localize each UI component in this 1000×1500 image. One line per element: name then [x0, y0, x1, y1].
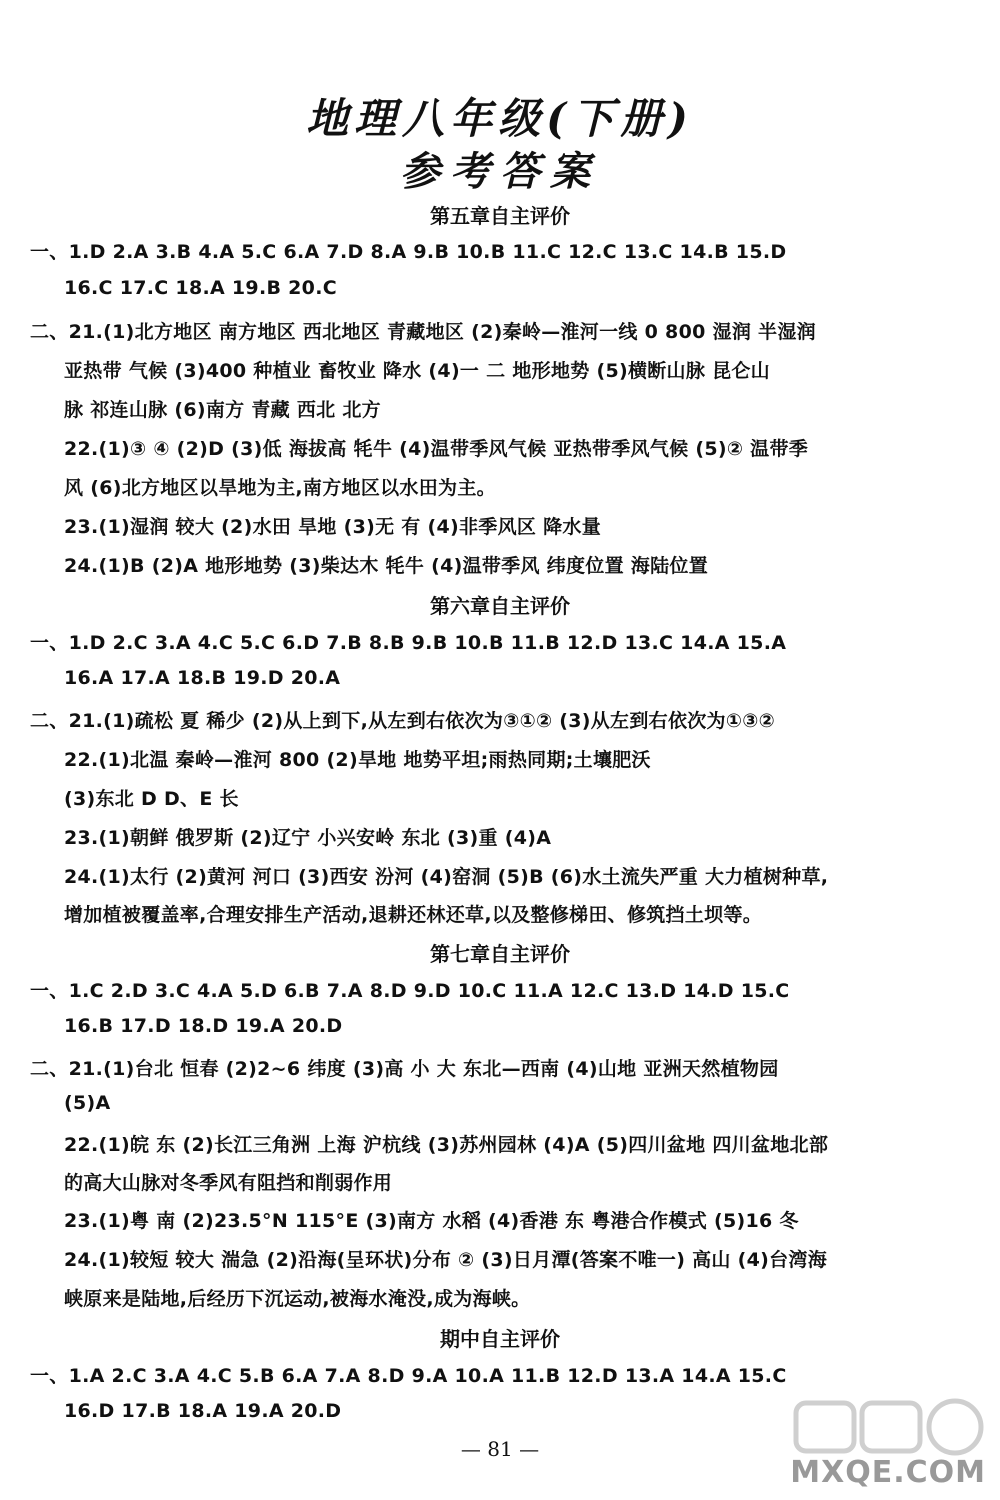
answer-line: 24.(1)B (2)A 地形地势 (3)柴达木 牦牛 (4)温带季风 纬度位置 海陆位置 [64, 555, 708, 577]
page-title: 地理八年级(下册) [306, 94, 694, 143]
answer-line: 23.(1)朝鲜 俄罗斯 (2)辽宁 小兴安岭 东北 (3)重 (4)A [64, 827, 552, 849]
answer-line: 脉 祁连山脉 (6)南方 青藏 西北 北方 [64, 399, 381, 421]
answer-line: 16.C 17.C 18.A 19.B 20.C [64, 277, 337, 299]
answer-line: 22.(1)北温 秦岭—淮河 800 (2)旱地 地势平坦;雨热同期;土壤肥沃 [64, 749, 651, 771]
answer-line: 16.D 17.B 18.A 19.A 20.D [64, 1400, 342, 1422]
watermark-text: MXQE.COM [790, 1455, 986, 1490]
answer-line: 23.(1)粤 南 (2)23.5°N 115°E (3)南方 水稻 (4)香港 东 粤港合作模式 (5)16 冬 [64, 1210, 799, 1232]
answer-line: (5)A [64, 1092, 111, 1114]
answer-line: 亚热带 气候 (3)400 种植业 畜牧业 降水 (4)一 二 地形地势 (5)横断山脉 昆仑山 [64, 360, 770, 382]
answer-line: 22.(1)③ ④ (2)D (3)低 海拔高 牦牛 (4)温带季风气候 亚热带季风气候 (5)② 温带季 [64, 438, 809, 460]
answer-line: (3)东北 D D、E 长 [64, 788, 239, 810]
section-heading-chapter-7: 第七章自主评价 [430, 942, 570, 966]
answer-line: 的高大山脉对冬季风有阻挡和削弱作用 [64, 1172, 393, 1194]
answer-line: 16.B 17.D 18.D 19.A 20.D [64, 1015, 343, 1037]
answer-line: 一、1.D 2.C 3.A 4.C 5.C 6.D 7.B 8.B 9.B 10.B 11.B 12.D 13.C 14.A 15.A [30, 632, 787, 654]
answer-line: 二、21.(1)台北 恒春 (2)2~6 纬度 (3)高 小 大 东北—西南 (4)山地 亚洲天然植物园 [30, 1058, 779, 1080]
answer-line: 一、1.C 2.D 3.C 4.A 5.D 6.B 7.A 8.D 9.D 10.C 11.A 12.C 13.D 14.D 15.C [30, 980, 790, 1002]
answer-line: 24.(1)较短 较大 湍急 (2)沿海(呈环状)分布 ② (3)日月潭(答案不唯一) 高山 (4)台湾海 [64, 1249, 828, 1271]
answer-line: 23.(1)湿润 较大 (2)水田 旱地 (3)无 有 (4)非季风区 降水量 [64, 516, 602, 538]
answer-line: 一、1.A 2.C 3.A 4.C 5.B 6.A 7.A 8.D 9.A 10.A 11.B 12.D 13.A 14.A 15.C [30, 1365, 787, 1387]
section-heading-midterm: 期中自主评价 [440, 1327, 560, 1351]
section-heading-chapter-6: 第六章自主评价 [430, 594, 570, 618]
answer-line: 24.(1)太行 (2)黄河 河口 (3)西安 汾河 (4)窑洞 (5)B (6)水土流失严重 大力植树种草, [64, 866, 829, 888]
answer-line: 二、21.(1)北方地区 南方地区 西北地区 青藏地区 (2)秦岭—淮河一线 0 800 湿润 半湿润 [30, 321, 816, 343]
answer-line: 16.A 17.A 18.B 19.D 20.A [64, 667, 341, 689]
answer-line: 风 (6)北方地区以旱地为主,南方地区以水田为主。 [64, 477, 496, 499]
answer-line: 峡原来是陆地,后经历下沉运动,被海水淹没,成为海峡。 [64, 1288, 531, 1310]
section-heading-chapter-5: 第五章自主评价 [430, 204, 570, 228]
page-number: — 81 — [460, 1437, 540, 1461]
answer-line: 22.(1)皖 东 (2)长江三角洲 上海 沪杭线 (3)苏州园林 (4)A (5)四川盆地 四川盆地北部 [64, 1134, 829, 1156]
answer-line: 一、1.D 2.A 3.B 4.A 5.C 6.A 7.D 8.A 9.B 10.B 11.C 12.C 13.C 14.B 15.D [30, 241, 787, 263]
page-subtitle: 参考答案 [400, 148, 600, 195]
answer-line: 增加植被覆盖率,合理安排生产活动,退耕还林还草,以及整修梯田、修筑挡土坝等。 [64, 904, 763, 926]
answer-line: 二、21.(1)疏松 夏 稀少 (2)从上到下,从左到右依次为③①② (3)从左到右依次为①③② [30, 710, 776, 732]
